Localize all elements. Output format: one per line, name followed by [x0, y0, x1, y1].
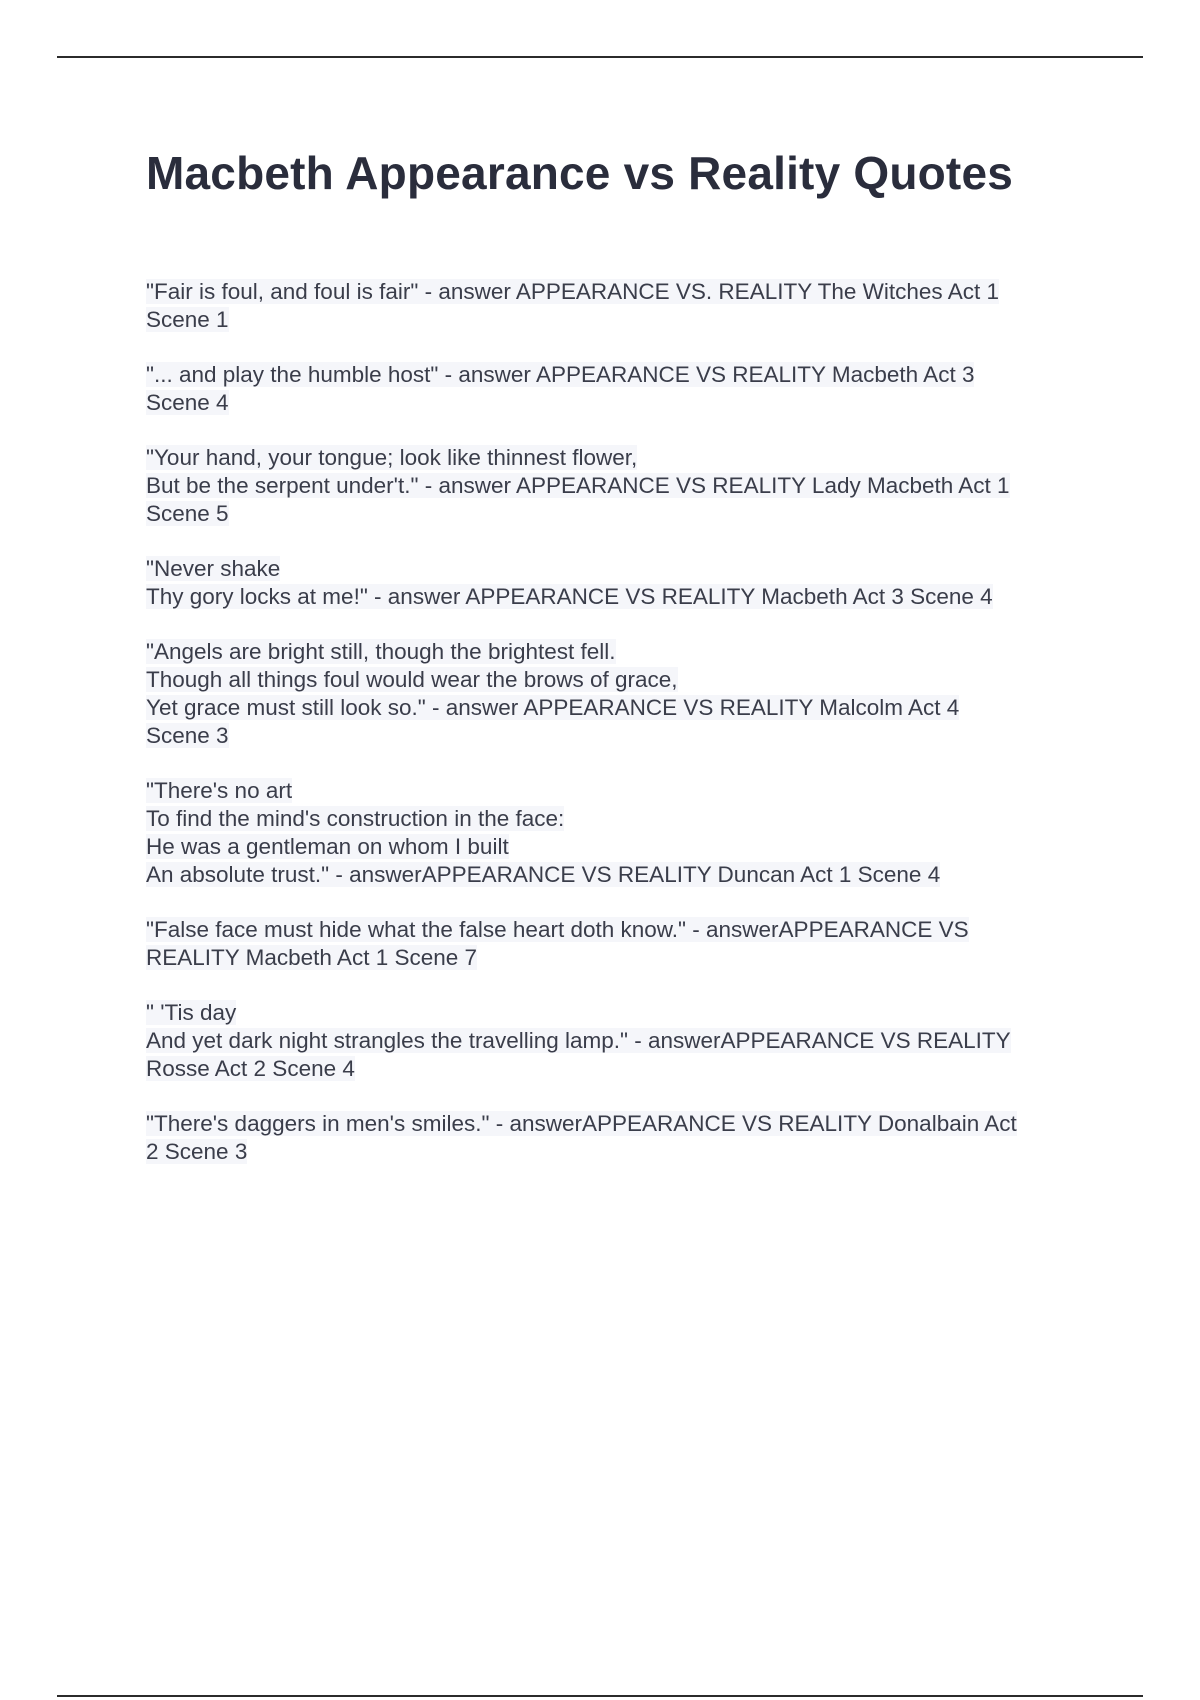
quote-line	[146, 861, 1096, 889]
quote-line	[146, 1110, 1096, 1138]
quote-line-text: "There's no art	[146, 778, 293, 803]
quote-line-text: "... and play the humble host" - answer APPEARANCE VS REALITY Macbeth Act 3	[146, 362, 975, 387]
page-title: Macbeth Appearance vs Reality Quotes	[146, 147, 1014, 199]
quote-line-text: And yet dark night strangles the travelling lamp." - answerAPPEARANCE VS REALITY	[146, 1028, 1011, 1053]
quote-line-text: "There's daggers in men's smiles." - answerAPPEARANCE VS REALITY Donalbain Act	[146, 1111, 1017, 1136]
quote-entry	[146, 777, 1096, 889]
quote-line-text: " 'Tis day	[146, 1000, 237, 1025]
quote-line-text: "Never shake	[146, 556, 281, 581]
quote-line	[146, 833, 1096, 861]
quote-entry	[146, 638, 1096, 750]
quote-entry	[146, 916, 1096, 972]
quote-line	[146, 722, 1096, 750]
quote-line-text: An absolute trust." - answerAPPEARANCE VS REALITY Duncan Act 1 Scene 4	[146, 862, 941, 887]
quote-line-text: "Angels are bright still, though the brightest fell.	[146, 639, 616, 664]
quote-line-text: He was a gentleman on whom I built	[146, 834, 509, 859]
quote-line-text: To find the mind's construction in the face:	[146, 806, 565, 831]
quote-entry	[146, 361, 1096, 417]
quote-line	[146, 916, 1096, 944]
bottom-rule	[57, 1695, 1143, 1697]
quote-entry	[146, 278, 1096, 334]
quote-line	[146, 1027, 1096, 1055]
quote-line	[146, 694, 1096, 722]
quote-line-text: Rosse Act 2 Scene 4	[146, 1056, 355, 1081]
quote-line	[146, 500, 1096, 528]
quote-line-text: Scene 5	[146, 501, 229, 526]
quote-line-text: Thy gory locks at me!" - answer APPEARANCE VS REALITY Macbeth Act 3 Scene 4	[146, 584, 993, 609]
quote-line-text: REALITY Macbeth Act 1 Scene 7	[146, 945, 478, 970]
document-body	[146, 140, 1096, 1193]
quote-line-text: "Your hand, your tongue; look like thinnest flower,	[146, 445, 638, 470]
quote-line	[146, 555, 1096, 583]
quote-line	[146, 777, 1096, 805]
quote-list	[146, 278, 1096, 1166]
quote-line-text: Though all things foul would wear the brows of grace,	[146, 667, 678, 692]
quote-line-text: "False face must hide what the false heart doth know." - answerAPPEARANCE VS	[146, 917, 969, 942]
quote-line	[146, 444, 1096, 472]
quote-line	[146, 361, 1096, 389]
quote-line-text: Scene 1	[146, 307, 229, 332]
quote-entry	[146, 555, 1096, 611]
quote-line	[146, 278, 1096, 306]
quote-line	[146, 583, 1096, 611]
top-rule	[57, 56, 1143, 58]
quote-line-text: Scene 4	[146, 390, 229, 415]
quote-entry	[146, 1110, 1096, 1166]
quote-line-text: But be the serpent under't." - answer APPEARANCE VS REALITY Lady Macbeth Act 1	[146, 473, 1010, 498]
quote-line	[146, 666, 1096, 694]
quote-line	[146, 389, 1096, 417]
quote-line	[146, 944, 1096, 972]
quote-line	[146, 1138, 1096, 1166]
quote-line-text: 2 Scene 3	[146, 1139, 248, 1164]
quote-line	[146, 472, 1096, 500]
quote-entry	[146, 999, 1096, 1083]
quote-line-text: "Fair is foul, and foul is fair" - answer APPEARANCE VS. REALITY The Witches Act 1	[146, 279, 999, 304]
quote-line	[146, 805, 1096, 833]
quote-line	[146, 638, 1096, 666]
quote-line	[146, 999, 1096, 1027]
quote-line-text: Yet grace must still look so." - answer APPEARANCE VS REALITY Malcolm Act 4	[146, 695, 960, 720]
quote-entry	[146, 444, 1096, 528]
quote-line	[146, 306, 1096, 334]
quote-line	[146, 1055, 1096, 1083]
quote-line-text: Scene 3	[146, 723, 229, 748]
